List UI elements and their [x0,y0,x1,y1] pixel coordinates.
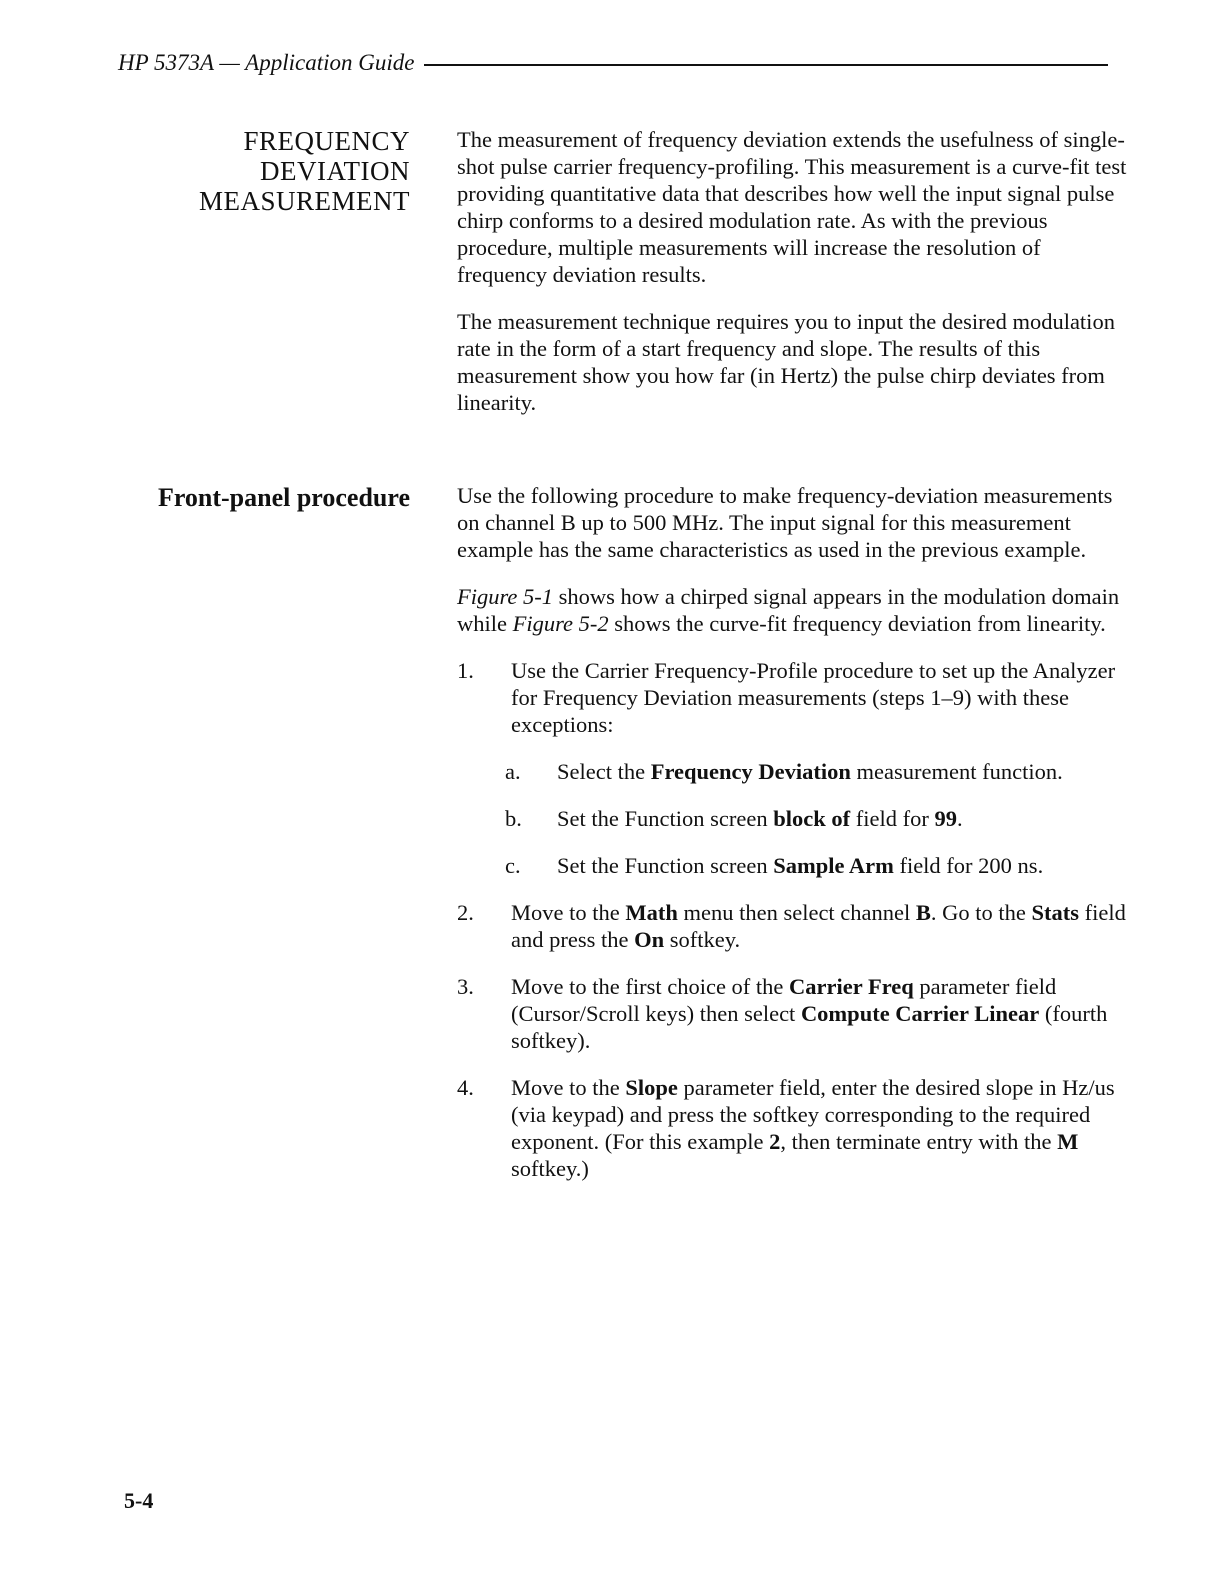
heading-line: DEVIATION [260,156,410,186]
paragraph: The measurement technique requires you to input the desired modulation rate in the form of a start frequency and slope. The results of this measurement show you how far (in Hertz) the pulse chirp deviates from linearity. [457,309,1115,415]
bold-term: Frequency Deviation [650,759,851,784]
text: , then terminate entry with the [780,1129,1058,1154]
bold-term: On [634,927,665,952]
bold-term: 2 [769,1129,781,1154]
text: measurement function. [850,759,1063,784]
figure-ref: Figure 5-2 [512,611,609,636]
text: parameter field (Cursor/Scroll keys) then select [511,974,1057,1026]
step-text: Use the Carrier Frequency-Profile procedure to set up the Analyzer for Frequency Deviation measurements (steps 1–9) with these exceptions: [511,658,1116,737]
text: Set the Function screen [557,806,774,831]
substep-c [505,852,1127,879]
bold-term: Stats [1031,900,1080,925]
section1-body [457,126,1127,436]
step-1 [457,657,1127,738]
bold-term: M [1057,1129,1079,1154]
bold-term: Sample Arm [773,853,894,878]
substep-letter: a. [505,759,521,784]
step-number: 4. [457,1075,474,1100]
text: softkey. [664,927,741,952]
bold-term: Math [625,900,678,925]
step-4 [457,1074,1127,1182]
step-number: 2. [457,900,474,925]
substep-text [557,758,1063,785]
substep-text [557,852,1043,879]
header-rule [424,64,1108,66]
substep-letter: c. [505,853,521,878]
heading-line: FREQUENCY [243,126,410,156]
substep-letter: b. [505,806,522,831]
text: parameter field, enter the desired slope in Hz/us (via keypad) and press the softkey corresponding to the required exponent. (For this example [511,1075,1115,1154]
text: . Go to the [930,900,1032,925]
step-text [511,1074,1127,1182]
bold-term: block of [773,806,851,831]
figure-reference-paragraph [457,583,1127,637]
text: softkey.) [511,1156,589,1181]
step-text [511,899,1127,953]
text: field for [850,806,935,831]
paragraph: Use the following procedure to make frequency-deviation measurements on channel B up to 500 MHz. The input signal for this measurement example has the same characteristics as used in the previous example. [457,483,1113,562]
text: field and press the [511,900,1126,952]
paragraph: The measurement of frequency deviation extends the usefulness of single-shot pulse carrier frequency-profiling. This measurement is a curve-fit test providing quantitative data that describes how well the input signal pulse chirp conforms to a desired modulation rate. As with the previous procedure, multiple measurements will increase the resolution of frequency deviation results. [457,127,1127,287]
text: menu then select channel [677,900,916,925]
section2-body [457,482,1127,1202]
bold-term: B [915,900,931,925]
step-text [511,973,1127,1054]
text: . [1037,853,1044,878]
section-heading-frequency-deviation [199,126,410,216]
bold-term: 99 [934,806,957,831]
text: shows how a chirped signal appears in the modulation domain while [457,584,1120,636]
bold-term: Carrier Freq [789,974,914,999]
page-number: 5-4 [124,1488,154,1513]
figure-ref: Figure 5-1 [457,584,554,609]
text: . [956,806,963,831]
substep-a [505,758,1127,785]
bold-term: Slope [625,1075,678,1100]
substep-b [505,805,1127,832]
text: shows the curve-fit frequency deviation from linearity. [608,611,1106,636]
text: Move to the [511,1075,626,1100]
step-number: 1. [457,658,474,683]
text: Move to the [511,900,626,925]
substep-text [557,805,963,832]
text: Set the Function screen [557,853,774,878]
text: Move to the first choice of the [511,974,790,999]
header-title: HP 5373A — Application Guide [118,50,415,75]
text: (fourth softkey). [511,1001,1108,1053]
text: Select the [557,759,651,784]
step-2 [457,899,1127,953]
text: field for [893,853,979,878]
value: 200 ns [978,853,1038,878]
running-header [118,50,1108,76]
step-3 [457,973,1127,1054]
step-number: 3. [457,974,474,999]
heading-line: MEASUREMENT [198,186,410,216]
bold-term: Compute Carrier Linear [800,1001,1040,1026]
section-heading-front-panel: Front-panel procedure [157,483,410,512]
